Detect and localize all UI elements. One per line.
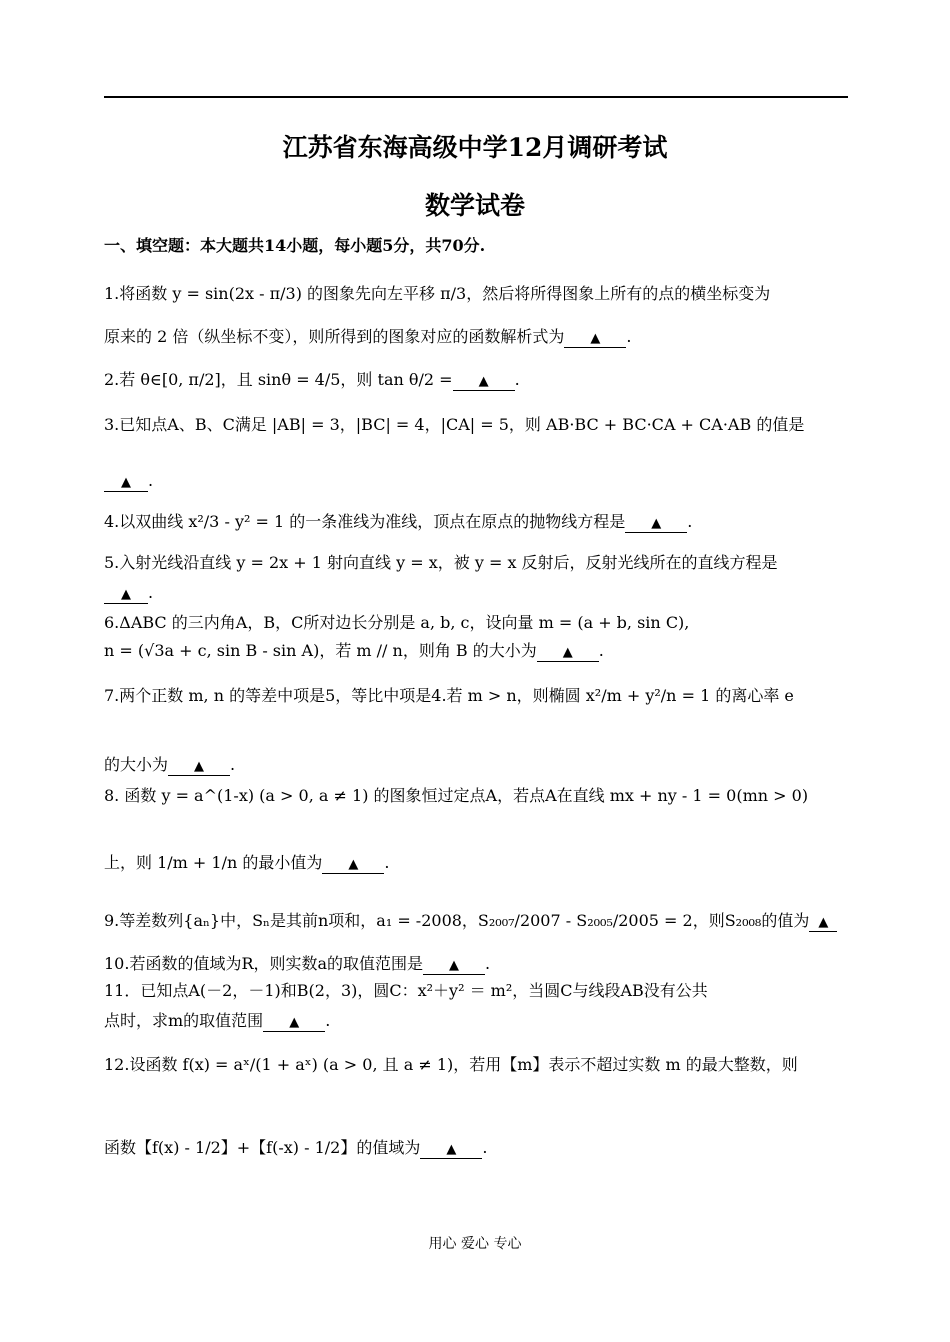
question-8-line-1: 8. 函数 y = a^(1-x) (a > 0, a ≠ 1) 的图象恒过定点A，若点A在直线 mx + ny - 1 = 0(mn > 0) [104, 786, 809, 805]
question-1-line-1: 1.将函数 y = sin(2x - π/3) 的图象先向左平移 π/3，然后将所得图象上所有的点的横坐标变为 [104, 284, 771, 303]
header-rule [104, 96, 848, 98]
question-4: 4.以双曲线 x²/3 - y² = 1 的一条准线为准线，顶点在原点的抛物线方程是 ▲ . [104, 512, 693, 531]
question-9 [104, 910, 848, 932]
answer-blank: ▲ [564, 331, 626, 348]
answer-blank: ▲ [625, 516, 687, 533]
page-footer: 用心 爱心 专心 [428, 1236, 522, 1252]
answer-blank: ▲ [263, 1015, 325, 1032]
question-12-line-2: 函数【f(x) - 1/2】+【f(-x) - 1/2】的值域为 ▲ . [104, 1138, 488, 1157]
question-7-line-2: 的大小为 ▲ . [104, 755, 236, 774]
question-5-line-2: ▲ . [104, 582, 848, 604]
question-7-text: 的大小为 [104, 755, 169, 774]
answer-blank: ▲ [537, 645, 599, 662]
question-1-line-2: 原来的 2 倍（纵坐标不变），则所得到的图象对应的函数解析式为 ▲ . [104, 327, 632, 346]
question-8-line-2: 上，则 1/m + 1/n 的最小值为 ▲ . [104, 853, 390, 872]
page-title: 江苏省东海高级中学12月调研考试 [282, 133, 668, 162]
answer-blank: ▲ [453, 374, 515, 391]
question-8-text: 上，则 1/m + 1/n 的最小值为 [104, 853, 323, 872]
answer-blank: ▲ [168, 759, 230, 776]
question-12-text: 函数【f(x) - 1/2】+【f(-x) - 1/2】的值域为 [104, 1138, 421, 1157]
question-3-line-1: 3.已知点A、B、C满足 |AB| = 3，|BC| = 4，|CA| = 5，则 AB·BC + BC·CA + CA·AB 的值是 [104, 415, 805, 434]
question-11-line-2: 点时，求m的取值范围 ▲ . [104, 1011, 331, 1030]
answer-blank: ▲ [420, 1142, 482, 1159]
question-11-line-1: 11．已知点A(－2，－1)和B(2，3)，圆C：x²＋y² ＝ m²，当圆C与线段AB没有公共 [104, 981, 708, 1000]
section-heading: 一、填空题：本大题共14小题，每小题5分，共70分. [104, 236, 486, 255]
question-10: 10.若函数的值域为R，则实数a的取值范围是 ▲ . [104, 954, 491, 973]
question-6-line-2: n = (√3a + c, sin B - sin A)，若 m // n，则角 B 的大小为 ▲ . [104, 641, 604, 660]
question-11-text: 点时，求m的取值范围 [104, 1011, 264, 1030]
page-subtitle: 数学试卷 [424, 191, 525, 220]
question-2-text: 2.若 θ∈[0, π/2]，且 sinθ = 4/5，则 tan θ/2 = [104, 370, 453, 389]
question-4-text: 4.以双曲线 x²/3 - y² = 1 的一条准线为准线，顶点在原点的抛物线方程是 [104, 512, 626, 531]
question-10-text: 10.若函数的值域为R，则实数a的取值范围是 [104, 954, 424, 973]
question-7-line-1: 7.两个正数 m, n 的等差中项是5，等比中项是4.若 m > n，则椭圆 x²/m + y²/n = 1 的离心率 e [104, 686, 794, 705]
question-9-text: 9.等差数列{aₙ}中，Sₙ是其前n项和，a₁ = -2008，S₂₀₀₇/2007 - S₂₀₀₅/2005 = 2，则S₂₀₀₈的值为 [104, 911, 810, 930]
question-1-text: 原来的 2 倍（纵坐标不变），则所得到的图象对应的函数解析式为 [104, 327, 565, 346]
question-6-line-1: 6.ΔABC 的三内角A，B，C所对边长分别是 a, b, c，设向量 m = (a + b, sin C), [104, 613, 690, 632]
answer-blank: ▲ [322, 857, 384, 874]
answer-blank: ▲ [104, 475, 148, 492]
question-12-line-1: 12.设函数 f(x) = aˣ/(1 + aˣ) (a > 0, 且 a ≠ 1)，若用【m】表示不超过实数 m 的最大整数，则 [104, 1055, 798, 1074]
answer-blank: ▲ [809, 915, 837, 932]
question-5-line-1: 5.入射光线沿直线 y = 2x + 1 射向直线 y = x，被 y = x 反射后，反射光线所在的直线方程是 [104, 553, 778, 572]
answer-blank: ▲ [423, 958, 485, 975]
question-6-text: n = (√3a + c, sin B - sin A)，若 m // n，则角 B 的大小为 [104, 641, 537, 660]
question-2: 2.若 θ∈[0, π/2]，且 sinθ = 4/5，则 tan θ/2 = ▲ . [104, 370, 520, 389]
answer-blank: ▲ [104, 587, 148, 604]
question-3-line-2: ▲ . [104, 470, 848, 492]
